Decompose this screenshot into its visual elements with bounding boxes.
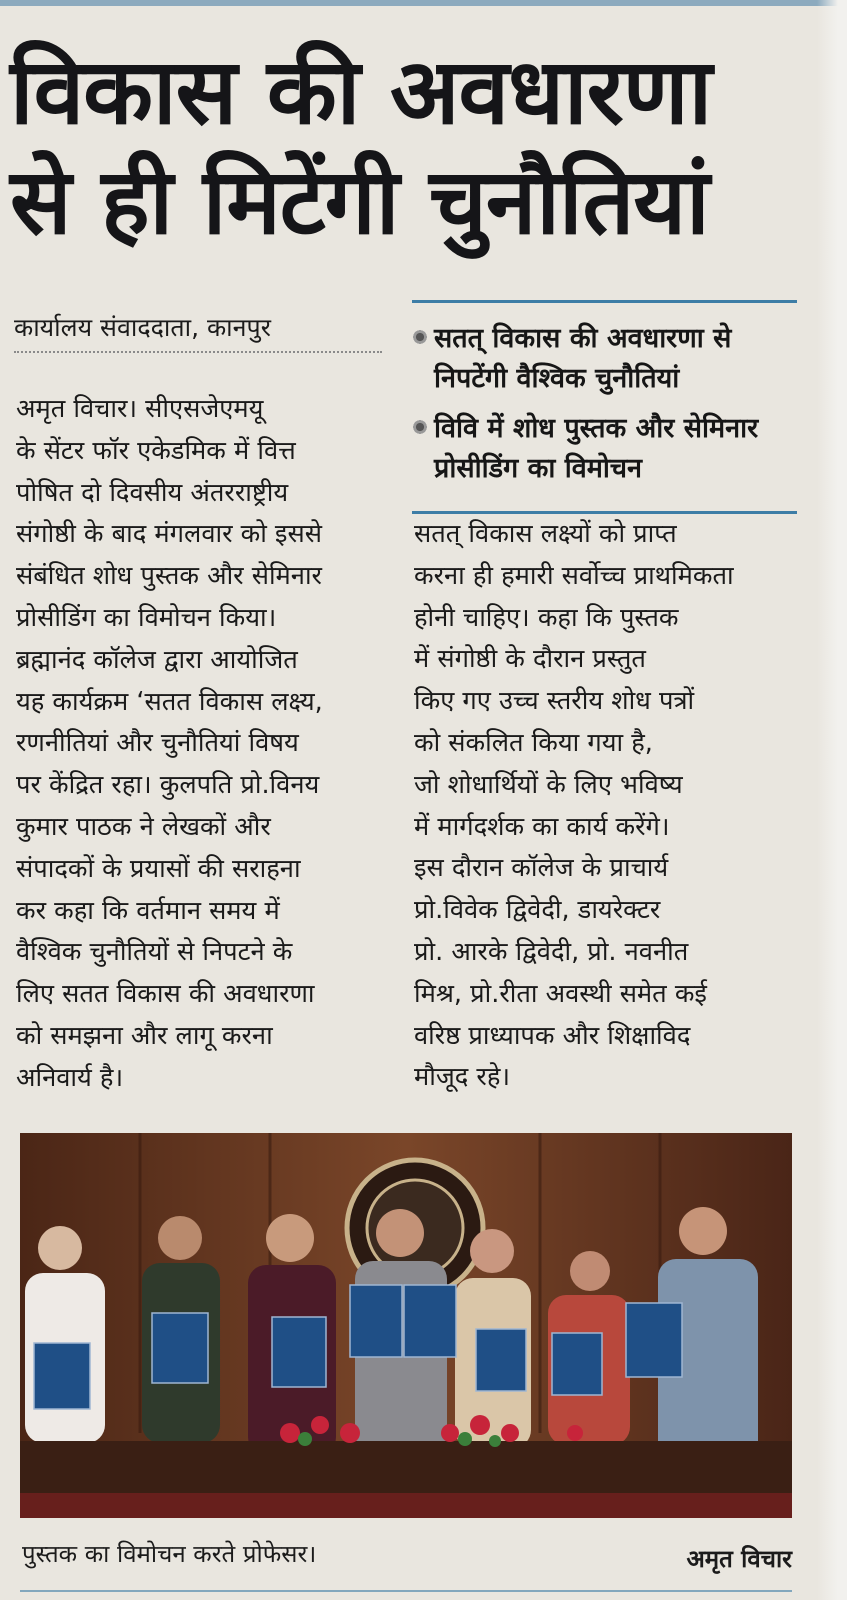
body-line: सतत् विकास लक्ष्यों को प्राप्त bbox=[414, 519, 677, 549]
top-border-rule bbox=[0, 0, 847, 6]
body-line: संगोष्ठी के बाद मंगलवार को इससे bbox=[16, 519, 322, 550]
news-photo bbox=[20, 1133, 792, 1518]
body-line: प्रो.विवेक द्विवेदी, डायरेक्टर bbox=[414, 895, 661, 926]
body-line: करना ही हमारी सर्वोच्च प्राथमिकता bbox=[414, 560, 734, 591]
body-line: लिए सतत विकास की अवधारणा bbox=[16, 979, 315, 1010]
body-line: मौजूद रहे। bbox=[414, 1062, 511, 1093]
headline-line-1: विकास की अवधारणा bbox=[10, 40, 712, 145]
body-line: को संकलित किया गया है, bbox=[414, 727, 653, 758]
bottom-rule bbox=[20, 1590, 792, 1592]
highlights-box bbox=[412, 300, 797, 514]
body-line: संपादकों के प्रयासों की सराहना bbox=[16, 853, 301, 884]
photo-illustration bbox=[20, 1133, 792, 1518]
body-line: पर केंद्रित रहा। कुलपति प्रो.विनय bbox=[16, 770, 320, 801]
body-line: रणनीतियां और चुनौतियां विषय bbox=[16, 728, 299, 759]
body-line: प्रो. आरके द्विवेदी, प्रो. नवनीत bbox=[414, 936, 689, 967]
bullet-icon bbox=[412, 419, 428, 435]
body-line: वरिष्ठ प्राध्यापक और शिक्षाविद bbox=[414, 1020, 691, 1051]
body-line: यह कार्यक्रम ‘सतत विकास लक्ष्य, bbox=[16, 686, 323, 717]
body-line: कुमार पाठक ने लेखकों और bbox=[16, 811, 271, 842]
page-edge-shadow bbox=[817, 0, 847, 1600]
body-line: संबंधित शोध पुस्तक और सेमिनार bbox=[16, 561, 322, 592]
body-line: जो शोधार्थियों के लिए भविष्य bbox=[414, 769, 683, 800]
byline: कार्यालय संवाददाता, कानपुर bbox=[14, 311, 382, 353]
body-line: होनी चाहिए। कहा कि पुस्तक bbox=[414, 602, 679, 633]
photo-credit: अमृत विचार bbox=[686, 1545, 792, 1573]
photo-caption: पुस्तक का विमोचन करते प्रोफेसर। bbox=[22, 1540, 317, 1568]
highlight-item bbox=[412, 319, 797, 399]
bullet-icon bbox=[412, 329, 428, 345]
article-column-left bbox=[16, 389, 386, 1100]
body-line: अमृत विचार। सीएसजेएमयू bbox=[16, 394, 264, 424]
highlight-text: विवि में शोध पुस्तक और सेमिनार प्रोसीडिंग का विमोचन bbox=[434, 413, 759, 484]
article-column-right bbox=[414, 514, 784, 1099]
body-line: कर कहा कि वर्तमान समय में bbox=[16, 895, 280, 926]
headline bbox=[10, 38, 810, 258]
body-line: किए गए उच्च स्तरीय शोध पत्रों bbox=[414, 686, 695, 717]
body-line: मिश्र, प्रो.रीता अवस्थी समेत कई bbox=[414, 978, 707, 1009]
body-line: के सेंटर फॉर एकेडमिक में वित्त bbox=[16, 435, 296, 466]
body-line: में मार्गदर्शक का कार्य करेंगे। bbox=[414, 811, 670, 842]
body-line: अनिवार्य है। bbox=[16, 1062, 124, 1093]
body-line: इस दौरान कॉलेज के प्राचार्य bbox=[414, 853, 669, 884]
highlight-item bbox=[412, 409, 797, 489]
body-line: को समझना और लागू करना bbox=[16, 1020, 273, 1051]
body-line: वैश्विक चुनौतियों से निपटने के bbox=[16, 937, 293, 968]
body-line: में संगोष्ठी के दौरान प्रस्तुत bbox=[414, 644, 646, 675]
body-line: प्रोसीडिंग का विमोचन किया। bbox=[16, 602, 277, 633]
body-line: ब्रह्मानंद कॉलेज द्वारा आयोजित bbox=[16, 644, 298, 675]
body-line: पोषित दो दिवसीय अंतरराष्ट्रीय bbox=[16, 477, 289, 508]
highlight-text: सतत् विकास की अवधारणा से निपटेंगी वैश्विक चुनौतियां bbox=[434, 323, 732, 394]
headline-line-2: से ही मिटेंगी चुनौतियां bbox=[10, 150, 709, 255]
